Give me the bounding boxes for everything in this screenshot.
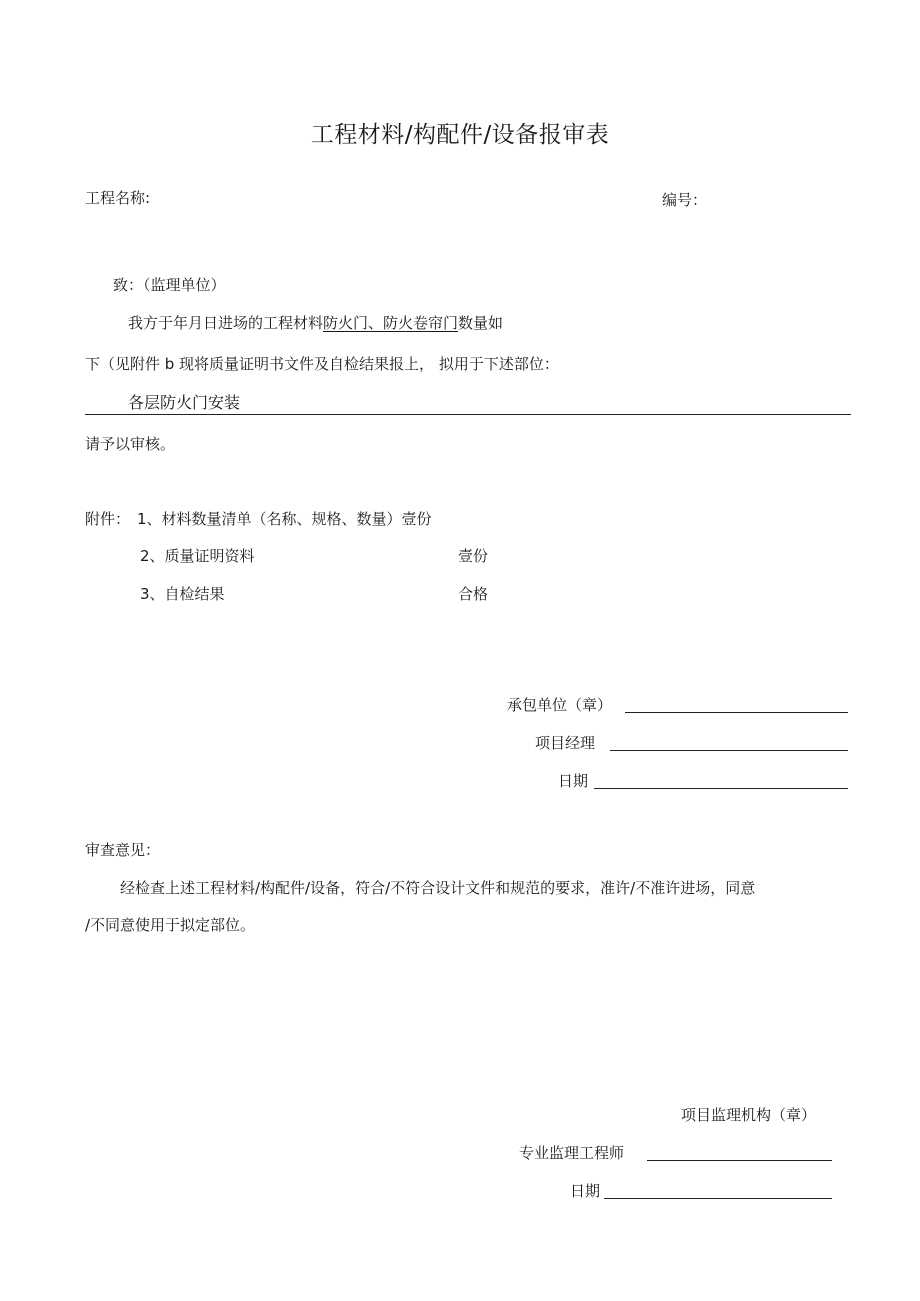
supervisor-org-label: 项目监理机构（章） — [681, 1106, 817, 1124]
project-name-label: 工程名称: — [85, 189, 151, 207]
contractor-unit-signature-line[interactable] — [625, 712, 848, 713]
attachment-item-1: 1、材料数量清单（名称、规格、数量）壹份 — [137, 510, 432, 528]
paragraph-line-1 — [128, 313, 503, 333]
contractor-date-line[interactable] — [594, 788, 848, 789]
location-underline — [85, 414, 851, 415]
paragraph-suffix: 数量如 — [458, 314, 504, 332]
paragraph-prefix: 我方于年月日进场的工程材料 — [128, 314, 324, 332]
recipient-line: 致：（监理单位） — [113, 276, 226, 294]
materials-value: 防火门、防火卷帘门 — [323, 314, 459, 332]
paragraph-line-2: 下（见附件 b 现将质量证明书文件及自检结果报上， 拟用于下述部位： — [85, 355, 559, 373]
project-manager-label: 项目经理 — [535, 734, 596, 752]
supervising-engineer-label: 专业监理工程师 — [519, 1144, 625, 1162]
review-text-line-2: /不同意使用于拟定部位。 — [85, 916, 256, 934]
attachment-item-2: 2、质量证明资料 — [140, 547, 255, 565]
request-text: 请予以审核。 — [85, 435, 176, 453]
review-opinion-label: 审查意见： — [85, 841, 161, 859]
location-value: 各层防火门安装 — [128, 393, 241, 412]
contractor-date-label: 日期 — [558, 772, 589, 790]
review-text-line-1: 经检查上述工程材料/构配件/设备，符合/不符合设计文件和规范的要求，准许/不准许进场，同意 — [120, 879, 756, 897]
supervisor-date-label: 日期 — [570, 1182, 601, 1200]
attachment-item-3-value: 合格 — [458, 585, 489, 603]
supervising-engineer-signature-line[interactable] — [647, 1160, 832, 1161]
contractor-unit-label: 承包单位（章） — [507, 696, 613, 714]
form-title: 工程材料/构配件/设备报审表 — [310, 122, 610, 148]
attachment-item-3: 3、自检结果 — [140, 585, 225, 603]
supervisor-date-line[interactable] — [604, 1198, 832, 1199]
attachment-item-2-value: 壹份 — [458, 547, 489, 565]
number-label: 编号： — [662, 191, 708, 209]
attachments-label: 附件： — [85, 510, 131, 528]
project-manager-signature-line[interactable] — [610, 750, 848, 751]
